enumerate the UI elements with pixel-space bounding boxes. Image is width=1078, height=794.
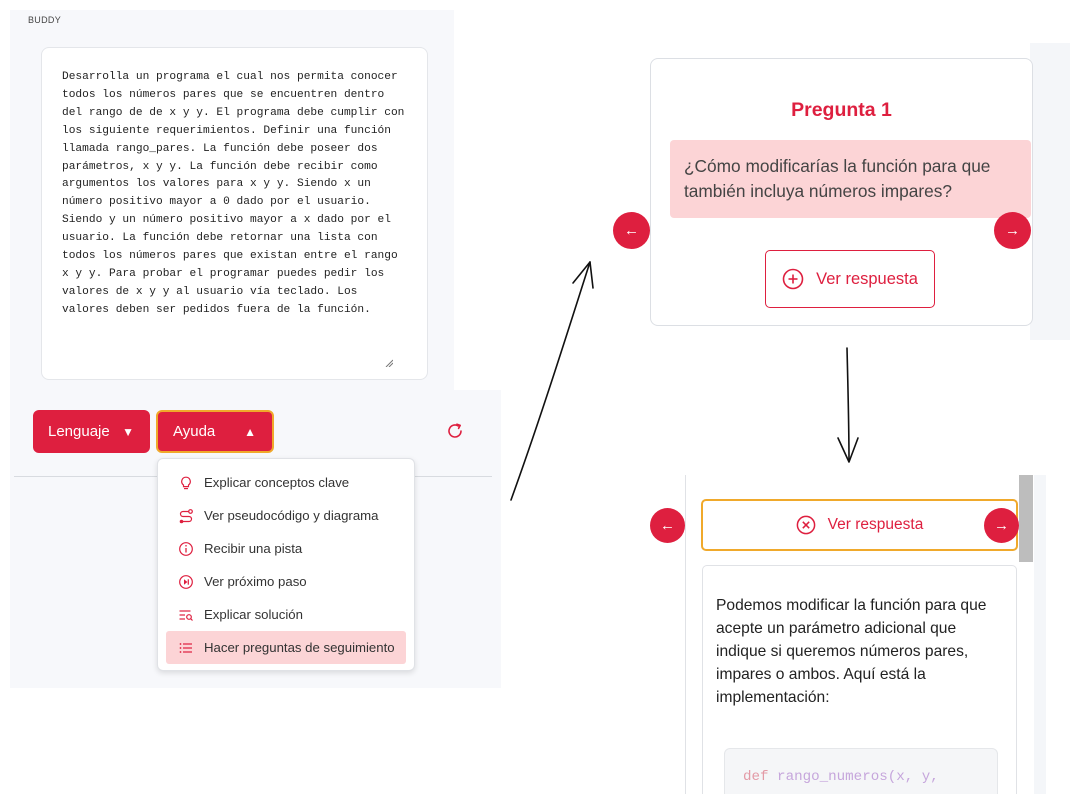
next-step-icon [178,574,194,590]
arrow-to-answer-card [838,348,858,462]
caret-up-icon: ▲ [244,424,256,439]
scrollbar-thumb[interactable] [1019,475,1033,562]
answer-card-backdrop [1034,475,1046,794]
resize-grip-icon[interactable] [385,359,393,367]
list-icon [178,640,194,656]
caret-down-icon: ▼ [122,424,134,439]
language-button[interactable] [33,410,150,453]
help-button[interactable] [156,410,274,453]
app-label: BUDDY [28,15,62,25]
code-line: rango_numeros(x, y, [768,769,939,785]
prev-answer-button[interactable]: ← [650,508,685,543]
show-answer-button[interactable] [765,250,935,308]
next-answer-button[interactable]: → [984,508,1019,543]
search-list-icon [178,607,194,623]
menu-item-label: Hacer preguntas de seguimiento [204,640,395,655]
question-text: ¿Cómo modificarías la función para que también incluya números impares? [670,140,1031,218]
code-block [724,748,998,794]
menu-item-explain-solution[interactable] [166,598,406,631]
refresh-icon[interactable] [445,421,465,441]
menu-item-pseudocode[interactable] [166,499,406,532]
hide-answer-button[interactable] [701,499,1018,551]
show-answer-label: Ver respuesta [816,269,918,288]
menu-item-next-step[interactable] [166,565,406,598]
menu-item-label: Recibir una pista [204,541,303,556]
arrow-to-question-card [511,262,593,500]
menu-item-label: Ver próximo paso [204,574,307,589]
question-card-backdrop [1030,43,1070,340]
menu-item-explain-concepts[interactable] [166,466,406,499]
flow-path-icon [178,508,194,524]
answer-body [702,565,1017,794]
hide-answer-label: Ver respuesta [827,516,924,533]
menu-item-label: Ver pseudocódigo y diagrama [204,508,379,523]
question-title: Pregunta 1 [791,99,892,121]
menu-item-label: Explicar conceptos clave [204,475,350,490]
close-circle-icon [796,515,816,535]
plus-circle-icon [782,268,804,290]
prompt-textarea[interactable] [41,47,428,380]
code-keyword: def [743,769,769,785]
info-icon [178,541,194,557]
language-button-label: Lenguaje [48,423,110,440]
prompt-text: Desarrolla un programa el cual nos permita conocer todos los números pares que se encuentren dentro del rango de de x y y. El programa debe cumplir con los siguiente requerimientos. Definir una función llamada rango_pares. La función debe poseer dos parámetros, x y y. La función debe recibir como argumentos los valores para x y y. Siendo x un número positivo mayor a 0 dado por el usuario. Siendo y un número positivo mayor a x dado por el usuario. La función debe retornar una lista con todos los números pares que existan entre el rango x y y. Para probar el programar puedes pedir los valores de x y y al usuario vía teclado. Los valores deben ser pedidos fuera de la función. [62,71,405,316]
help-dropdown-menu [157,458,415,671]
question-card [650,58,1033,326]
menu-item-label: Explicar solución [204,607,303,622]
help-button-label: Ayuda [173,423,216,440]
menu-item-follow-up-questions[interactable] [166,631,406,664]
menu-item-hint[interactable] [166,532,406,565]
lightbulb-icon [178,475,194,491]
next-question-button[interactable]: → [994,212,1031,249]
answer-text: Podemos modificar la función para que acepte un parámetro adicional que indique si queremos números pares, impares o ambos. Aquí está la implementación: [716,597,987,706]
prev-question-button[interactable]: ← [613,212,650,249]
